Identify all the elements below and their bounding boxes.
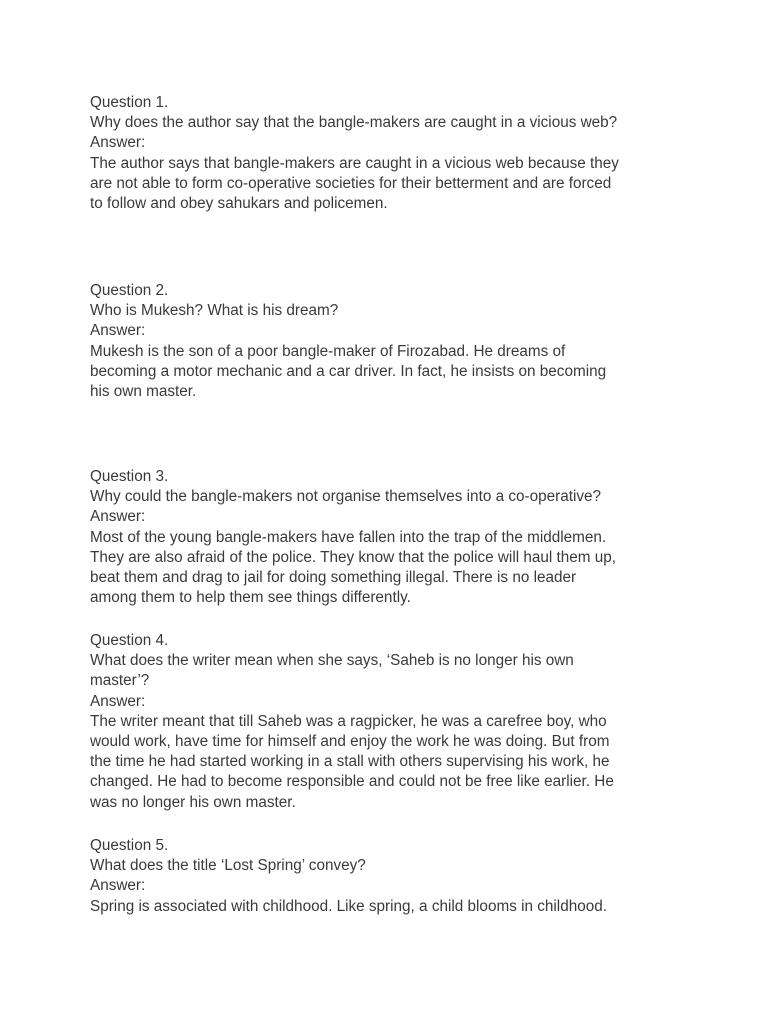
answer-text: Most of the young bangle-makers have fallen into the trap of the middlemen. <box>90 528 607 546</box>
answer-label: Answer: <box>90 692 146 710</box>
question-text: Why does the author say that the bangle-makers are caught in a vicious web? <box>90 114 618 132</box>
question-text: master’? <box>90 672 150 690</box>
answer-text: becoming a motor mechanic and a car driver. In fact, he insists on becoming <box>90 362 607 380</box>
answer-label: Answer: <box>90 508 146 526</box>
answer-label: Answer: <box>90 322 146 340</box>
question-text: What does the title ‘Lost Spring’ convey? <box>90 857 366 875</box>
question-block-2 <box>90 281 700 402</box>
question-heading: Question 1. <box>90 94 169 111</box>
question-block-3 <box>90 467 700 608</box>
answer-text: are not able to form co-operative societies for their betterment and are forced <box>90 174 612 192</box>
answer-label: Answer: <box>90 877 146 895</box>
answer-text: would work, have time for himself and enjoy the work he was doing. But from <box>90 733 610 751</box>
answer-text: among them to help them see things differently. <box>90 589 411 607</box>
question-text: Why could the bangle-makers not organise themselves into a co-operative? <box>90 488 602 506</box>
question-heading: Question 2. <box>90 282 169 299</box>
answer-text: They are also afraid of the police. They know that the police will haul them up, <box>90 548 617 566</box>
answer-text: the time he had started working in a stall with others supervising his work, he <box>90 753 610 771</box>
answer-text: to follow and obey sahukars and policemen. <box>90 195 388 213</box>
question-block-1 <box>90 93 700 214</box>
answer-label: Answer: <box>90 134 146 152</box>
question-heading: Question 5. <box>90 837 169 854</box>
question-heading: Question 4. <box>90 632 169 649</box>
answer-text: beat them and drag to jail for doing something illegal. There is no leader <box>90 569 577 587</box>
question-block-5 <box>90 836 700 917</box>
question-text: What does the writer mean when she says, ‘Saheb is no longer his own <box>90 652 574 670</box>
answer-text: his own master. <box>90 383 197 401</box>
answer-text: changed. He had to become responsible and could not be free like earlier. He <box>90 773 614 791</box>
question-text: Who is Mukesh? What is his dream? <box>90 302 339 320</box>
answer-text: was no longer his own master. <box>90 793 296 811</box>
answer-text: Spring is associated with childhood. Like spring, a child blooms in childhood. <box>90 897 607 915</box>
answer-text: The author says that bangle-makers are caught in a vicious web because they <box>90 154 619 172</box>
answer-text: The writer meant that till Saheb was a ragpicker, he was a carefree boy, who <box>90 712 607 730</box>
answer-text: Mukesh is the son of a poor bangle-maker of Firozabad. He dreams of <box>90 342 566 360</box>
question-block-4 <box>90 631 700 813</box>
question-heading: Question 3. <box>90 468 169 485</box>
